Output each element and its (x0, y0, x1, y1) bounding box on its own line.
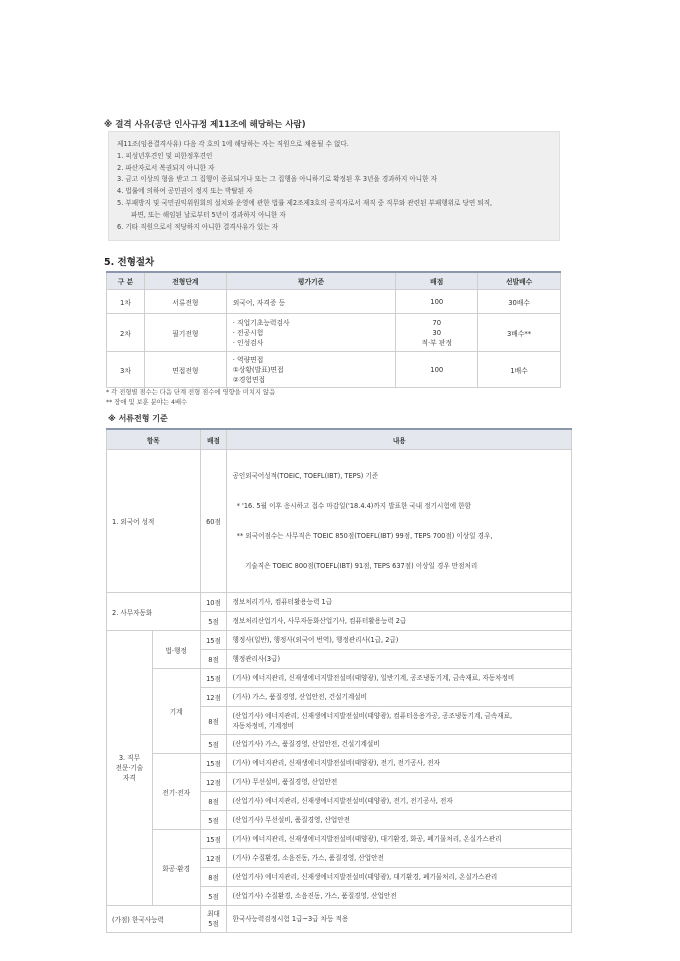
header-cell: 평가기준 (226, 272, 396, 290)
process-note: ** 장애 및 보훈 분야는 4배수 (106, 399, 188, 406)
criteria-line: · 직업기초능력검사 (232, 318, 290, 327)
content-cell: (기사) 가스, 품질경영, 산업안전, 건설기계설비 (227, 688, 572, 707)
score-cell: 8점 (200, 707, 227, 735)
cert-item-cell (107, 631, 153, 906)
criteria-cell (226, 314, 396, 352)
header-cell: 배점 (396, 272, 478, 290)
header-cell: 배점 (200, 429, 227, 450)
score-cell: 12점 (200, 773, 227, 792)
table-row (107, 830, 572, 849)
group-cell: 법·행정 (152, 631, 200, 669)
content-cell: (기사) 에너지관리, 신재생에너지발전설비(태양광), 대기환경, 화공, 폐기물처리, 온실가스관리 (227, 830, 572, 849)
content-cell: 정보처리산업기사, 사무자동화산업기사, 컴퓨터활용능력 2급 (227, 612, 572, 631)
process-title: 5. 전형절차 (104, 257, 155, 268)
score-cell: 10점 (200, 593, 227, 612)
score-cell (396, 314, 478, 352)
header-cell: 선발배수 (478, 272, 561, 290)
criteria-line: · 전공시험 (232, 328, 264, 337)
screening-table (106, 428, 572, 933)
score-cell: 15점 (200, 669, 227, 688)
content-cell: (산업기사) 에너지관리, 신재생에너지발전설비(태양광), 전기, 전기공사, 전자 (227, 792, 572, 811)
content-cell (227, 707, 572, 735)
disq-line: 5. 부패방지 및 국민권익위원회의 설치와 운영에 관한 법률 제2조제3호의 공직자로서 재직 중 직무와 관련된 부패행위로 당연 퇴직, (117, 198, 493, 207)
name-cell: 면접전형 (144, 352, 226, 388)
criteria-line: ②경험면접 (232, 375, 266, 384)
header-cell: 구 분 (107, 272, 145, 290)
criteria-line: ①상황(발표)면접 (232, 365, 284, 374)
process-header-row (107, 272, 561, 290)
group-cell: 전기·전자 (152, 754, 200, 830)
content-cell: (기사) 수질환경, 소음진동, 가스, 품질경영, 산업안전 (227, 849, 572, 868)
criteria-line: · 역량면접 (232, 355, 264, 364)
score-cell: 12점 (200, 849, 227, 868)
content-cell: (산업기사) 수질환경, 소음진동, 가스, 품질경영, 산업안전 (227, 887, 572, 906)
score-line: 5점 (208, 920, 219, 928)
content-line: (산업기사) 에너지관리, 신재생에너지발전설비(태양광), 컴퓨터응용가공, 공조냉동기계, 금속재료, (232, 711, 513, 720)
item-cell: 1. 외국어 성적 (107, 450, 201, 593)
header-cell: 전형단계 (144, 272, 226, 290)
disq-line: 6. 기타 직원으로서 적당하지 아니한 결격사유가 있는 자 (117, 222, 279, 231)
content-cell: (산업기사) 에너지관리, 신재생에너지발전설비(태양광), 대기환경, 폐기물처리, 온실가스관리 (227, 868, 572, 887)
disqualification-title: ※ 결격 사유(공단 인사규정 제11조에 해당하는 사람) (104, 120, 306, 130)
item-cell: (가점) 한국사능력 (107, 906, 201, 933)
criteria-line: · 인성검사 (232, 338, 264, 347)
disq-line: 4. 법률에 의하여 공민권이 정지 또는 박탈된 자 (117, 187, 253, 196)
process-table (106, 271, 561, 388)
content-cell: 한국사능력검정시험 1급~3급 차등 적용 (227, 906, 572, 933)
score-cell: 100 (396, 352, 478, 388)
item-cell: 2. 사무자동화 (107, 593, 201, 631)
table-row (107, 669, 572, 688)
content-line: 기술직은 TOEIC 800점(TOEFL(IBT) 91점, TEPS 637점) 이상일 경우 만점처리 (232, 562, 478, 570)
content-line: 자동차정비, 기계정비 (232, 721, 294, 730)
screening-title: ※ 서류전형 기준 (108, 414, 168, 423)
content-cell: 행정관리사(3급) (227, 650, 572, 669)
cert-item-line: 3. 직무 (118, 754, 140, 762)
content-cell: 행정사(일반), 행정사(외국어 번역), 행정관리사(1급, 2급) (227, 631, 572, 650)
table-row (107, 754, 572, 773)
score-cell: 5점 (200, 612, 227, 631)
content-line: ** 외국어점수는 사무직은 TOEIC 850점(TOEFL(IBT) 99점, TEPS 700점) 이상일 경우, (232, 532, 493, 540)
score-cell: 8점 (200, 650, 227, 669)
header-cell: 항목 (107, 429, 201, 450)
score-cell: 100 (396, 290, 478, 314)
score-cell: 5점 (200, 811, 227, 830)
table-row (107, 450, 572, 593)
score-cell: 15점 (200, 631, 227, 650)
content-cell: (기사) 에너지관리, 신재생에너지발전설비(태양광), 전기, 전기공사, 전자 (227, 754, 572, 773)
header-cell: 내용 (227, 429, 572, 450)
criteria-cell (226, 352, 396, 388)
score-line: 최대 (207, 910, 220, 918)
cert-item-line: 자격 (123, 774, 136, 782)
stage-cell: 3차 (107, 352, 145, 388)
score-cell: 5점 (200, 735, 227, 754)
criteria-cell: 외국어, 자격증 등 (226, 290, 396, 314)
ratio-cell: 1배수 (478, 352, 561, 388)
score-cell: 5점 (200, 887, 227, 906)
score-cell: 8점 (200, 868, 227, 887)
score-cell: 15점 (200, 754, 227, 773)
score-cell: 8점 (200, 792, 227, 811)
stage-cell: 2차 (107, 314, 145, 352)
stage-cell: 1차 (107, 290, 145, 314)
score-line: 30 (432, 328, 442, 337)
score-cell: 12점 (200, 688, 227, 707)
score-line: 적·부 판정 (421, 338, 453, 347)
table-row (107, 314, 561, 352)
content-cell: (기사) 에너지관리, 신재생에너지발전설비(태양광), 일반기계, 공조냉동기계, 금속재료, 자동차정비 (227, 669, 572, 688)
ratio-cell: 3배수** (478, 314, 561, 352)
disqualification-box (108, 131, 560, 241)
group-cell: 화공·환경 (152, 830, 200, 906)
disq-line: 2. 파산자로서 복권되지 아니한 자 (117, 163, 215, 172)
process-note: * 각 전형별 점수는 다음 단계 전형 점수에 영향을 미치지 않음 (106, 389, 276, 396)
table-row (107, 352, 561, 388)
content-cell (227, 450, 572, 593)
ratio-cell: 30배수 (478, 290, 561, 314)
score-line: 70 (432, 318, 442, 327)
name-cell: 필기전형 (144, 314, 226, 352)
table-row (107, 906, 572, 933)
screening-header-row (107, 429, 572, 450)
table-row (107, 631, 572, 650)
name-cell: 서류전형 (144, 290, 226, 314)
score-cell (200, 906, 227, 933)
content-line: 공인외국어성적(TOEIC, TOEFL(IBT), TEPS) 기준 (232, 472, 379, 480)
content-cell: (산업기사) 가스, 품질경영, 산업안전, 건설기계설비 (227, 735, 572, 754)
disq-line: 1. 피성년후견인 및 피한정후견인 (117, 151, 213, 160)
group-cell: 기계 (152, 669, 200, 754)
score-cell: 15점 (200, 830, 227, 849)
table-row (107, 593, 572, 612)
cert-item-line: 전문·기술 (115, 764, 144, 772)
table-row (107, 290, 561, 314)
content-cell: (산업기사) 무선설비, 품질경영, 산업안전 (227, 811, 572, 830)
content-cell: 정보처리기사, 컴퓨터활용능력 1급 (227, 593, 572, 612)
disq-line: 제11조(임용결격사유) 다음 각 호의 1에 해당하는 자는 직원으로 채용될 수 없다. (117, 140, 349, 148)
score-cell: 60점 (200, 450, 227, 593)
disq-line: 3. 금고 이상의 형을 받고 그 집행이 종료되거나 또는 그 집행을 아니하기로 확정된 후 3년을 경과하지 아니한 자 (117, 175, 438, 184)
content-line: * '16. 5월 이후 응시하고 접수 마감일('18.4.4)까지 발표한 국내 정기시험에 한함 (232, 502, 471, 510)
disq-line: 파면, 또는 해임된 날로부터 5년이 경과하지 아니한 자 (131, 210, 286, 219)
content-cell: (기사) 무선설비, 품질경영, 산업안전 (227, 773, 572, 792)
